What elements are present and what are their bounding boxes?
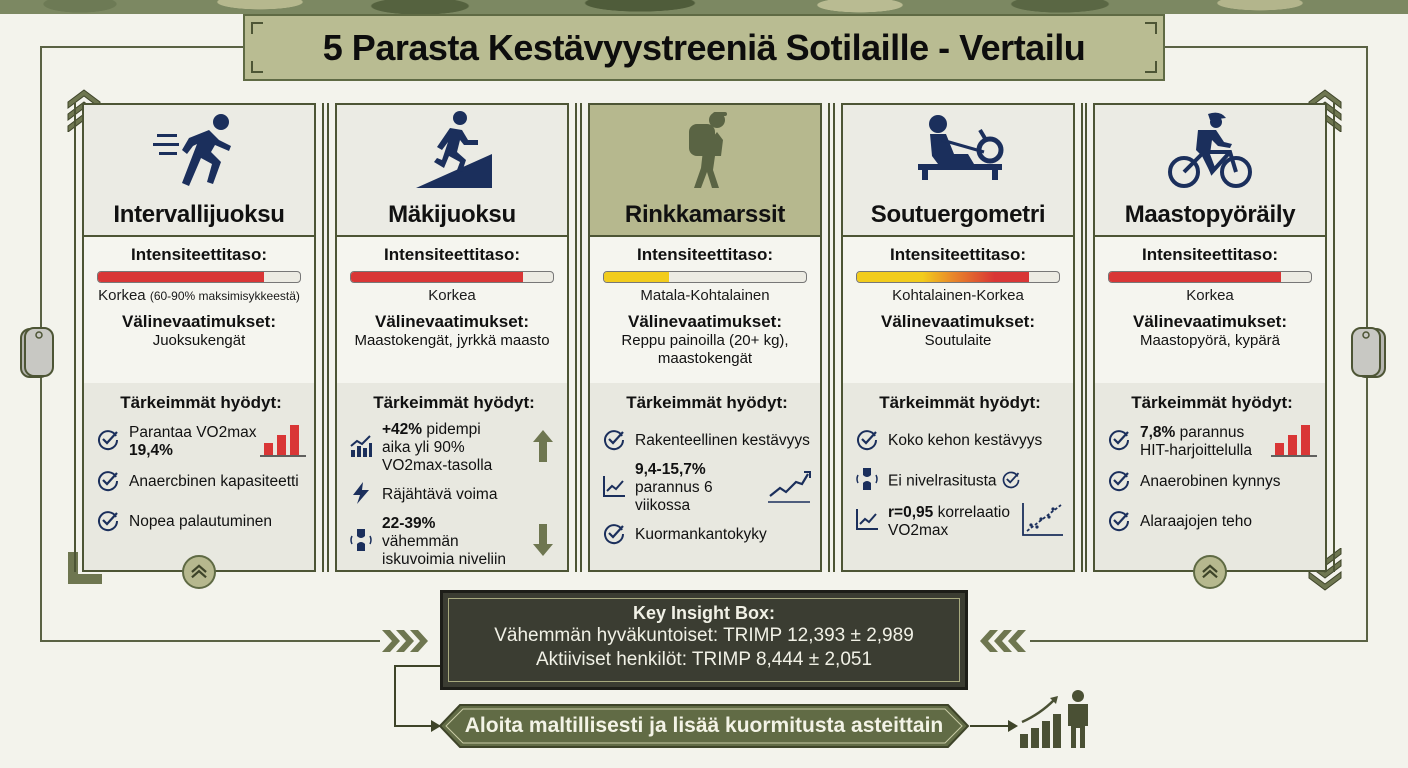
frame-line-bottom-left xyxy=(40,640,380,642)
equipment-value: Maastopyörä, kypärä xyxy=(1139,332,1281,349)
benefit-highlight: 7,8% xyxy=(1140,423,1176,441)
arrow-right-icon xyxy=(970,716,1020,736)
card-details xyxy=(1095,237,1325,383)
training-card-3 xyxy=(588,103,822,572)
benefit-item xyxy=(96,421,306,462)
benefit-highlight: 9,4-15,7% xyxy=(635,461,706,478)
benefits-section xyxy=(1095,383,1325,570)
equipment-label: Välinevaatimukset: xyxy=(627,312,782,331)
chevron-up-circle-icon[interactable] xyxy=(182,555,216,589)
intensity-bar xyxy=(1108,271,1312,283)
card-header xyxy=(1095,105,1325,237)
benefit-text: Kuormankantokyky xyxy=(635,526,767,543)
training-card-4 xyxy=(841,103,1075,572)
benefit-item xyxy=(1107,502,1317,542)
joint-icon xyxy=(349,528,382,557)
benefit-text: pidempi aika yli 90% VO2max-tasolla xyxy=(382,421,493,474)
insight-line-1: Vähemmän hyväkuntoiset: TRIMP 12,393 ± 2,989 xyxy=(494,625,914,646)
hiker-backpack-icon xyxy=(655,110,755,201)
benefits-section xyxy=(843,383,1073,570)
benefit-item xyxy=(1107,421,1317,462)
cyclist-icon xyxy=(1160,110,1260,201)
training-card-5 xyxy=(1093,103,1327,572)
check-circle-icon xyxy=(1107,427,1140,456)
page-title: 5 Parasta Kestävyystreeniä Sotilaille - Vertailu xyxy=(322,26,1086,68)
trend-up-icon xyxy=(766,468,812,509)
intensity-bar xyxy=(350,271,554,283)
benefit-text: parannus 6 viikossa xyxy=(635,479,713,514)
intensity-value: Korkea xyxy=(1186,287,1234,304)
line-chart-icon xyxy=(602,474,635,503)
triple-chevron-left-icon xyxy=(980,628,1026,654)
equipment-value: Reppu painoilla (20+ kg), maastokengät xyxy=(621,332,789,367)
benefit-item xyxy=(349,475,559,515)
equipment-value: Maastokengät, jyrkkä maasto xyxy=(354,332,550,349)
card-details xyxy=(843,237,1073,383)
benefit-text: Anaercbinen kapasiteetti xyxy=(129,473,299,490)
intensity-value: Korkea xyxy=(98,287,146,304)
check-circle-icon xyxy=(1107,508,1140,537)
scatter-plot-icon xyxy=(1019,501,1065,542)
intensity-value: Matala-Kohtalainen xyxy=(640,287,770,304)
intensity-value: Kohtalainen-Korkea xyxy=(892,287,1024,304)
equipment-label: Välinevaatimukset: xyxy=(1132,312,1287,331)
training-card-1 xyxy=(82,103,316,572)
connector-arrow xyxy=(385,664,445,734)
frame-line-bottom-right xyxy=(1030,640,1368,642)
line-chart-icon xyxy=(855,507,888,536)
benefits-label: Tärkeimmät hyödyt: xyxy=(120,393,282,412)
benefit-text: Anaerobinen kynnys xyxy=(1140,473,1281,490)
card-title: Rinkkamarssit xyxy=(624,201,786,228)
dog-tag-icon xyxy=(18,326,58,382)
benefit-item xyxy=(602,515,812,555)
benefit-text: Parantaa VO2max xyxy=(129,423,257,441)
cta-banner[interactable] xyxy=(438,703,970,749)
arrow-up-icon xyxy=(513,428,559,469)
benefit-item xyxy=(855,421,1065,461)
benefits-label: Tärkeimmät hyödyt: xyxy=(373,393,535,412)
intensity-note: (60-90% maksimisykkeestä) xyxy=(149,289,300,303)
card-details xyxy=(84,237,314,383)
equipment-label: Välinevaatimukset: xyxy=(880,312,1035,331)
equipment-value: Soutulaite xyxy=(924,332,992,349)
bar-chart-icon xyxy=(260,421,306,462)
benefit-item xyxy=(855,501,1065,542)
frame-line-top-right xyxy=(1165,46,1368,48)
card-header xyxy=(843,105,1073,237)
check-circle-icon xyxy=(96,468,129,497)
card-details xyxy=(590,237,820,383)
equipment-label: Välinevaatimukset: xyxy=(121,312,276,331)
arrow-down-icon xyxy=(513,522,559,563)
benefit-item xyxy=(96,502,306,542)
card-header xyxy=(84,105,314,237)
card-title: Soutuergometri xyxy=(870,201,1046,228)
benefit-text: korrelaatio VO2max xyxy=(888,503,1010,539)
card-details xyxy=(337,237,567,383)
equipment-label: Välinevaatimukset: xyxy=(374,312,529,331)
joint-icon xyxy=(855,467,888,496)
intensity-label: Intensiteettitaso: xyxy=(889,245,1027,264)
key-insight-box xyxy=(440,590,968,690)
benefit-item xyxy=(602,421,812,461)
card-title: Maastopyöräily xyxy=(1124,201,1296,228)
intensity-label: Intensiteettitaso: xyxy=(383,245,521,264)
benefit-text: Koko kehon kestävyys xyxy=(888,432,1043,449)
sprinting-runner-icon xyxy=(149,110,249,201)
benefits-label: Tärkeimmät hyödyt: xyxy=(879,393,1041,412)
benefit-item xyxy=(1107,462,1317,502)
triple-chevron-right-icon xyxy=(382,628,428,654)
check-circle-icon xyxy=(96,427,129,456)
bar-chart-icon xyxy=(1271,421,1317,462)
benefits-section xyxy=(84,383,314,570)
progress-person-icon xyxy=(1018,690,1094,750)
check-circle-icon xyxy=(1001,469,1021,494)
check-circle-icon xyxy=(1107,468,1140,497)
check-circle-icon xyxy=(855,427,888,456)
check-circle-icon xyxy=(602,521,635,550)
benefit-item xyxy=(602,461,812,515)
benefit-text: Räjähtävä voima xyxy=(382,486,498,503)
title-banner xyxy=(243,14,1165,81)
cta-text: Aloita maltillisesti ja lisää kuormitusta asteittain xyxy=(464,714,944,737)
benefit-text: Ei nivelrasitusta xyxy=(888,472,997,490)
benefits-label: Tärkeimmät hyödyt: xyxy=(626,393,788,412)
growth-chart-icon xyxy=(349,434,382,463)
benefit-highlight: r=0,95 xyxy=(888,503,934,521)
uphill-runner-icon xyxy=(402,110,502,201)
benefit-text: parannus HIT-harjoittelulla xyxy=(1140,423,1252,459)
camo-banner xyxy=(0,0,1408,14)
intensity-label: Intensiteettitaso: xyxy=(1141,245,1279,264)
benefit-text: Nopea palautuminen xyxy=(129,513,273,530)
card-title: Mäkijuoksu xyxy=(388,201,516,228)
lightning-icon xyxy=(349,481,382,510)
equipment-value: Juoksukengät xyxy=(152,332,246,349)
card-title: Intervallijuoksu xyxy=(113,201,285,228)
intensity-bar xyxy=(97,271,301,283)
benefit-item xyxy=(96,462,306,502)
card-header xyxy=(337,105,567,237)
benefit-highlight: 22-39% xyxy=(382,515,436,532)
card-header xyxy=(590,105,820,237)
dog-tag-icon xyxy=(1350,326,1390,382)
benefits-section xyxy=(337,383,567,570)
benefit-item xyxy=(349,515,559,569)
chevron-up-circle-icon[interactable] xyxy=(1193,555,1227,589)
training-card-2 xyxy=(335,103,569,572)
benefit-item xyxy=(349,421,559,475)
benefit-text: Rakenteellinen kestävyys xyxy=(635,432,810,449)
insight-line-2: Aktiiviset henkilöt: TRIMP 8,444 ± 2,051 xyxy=(535,649,873,670)
benefit-item xyxy=(855,461,1065,501)
frame-line-top-left xyxy=(40,46,243,48)
benefit-highlight: +42% xyxy=(382,421,423,438)
intensity-label: Intensiteettitaso: xyxy=(130,245,268,264)
check-circle-icon xyxy=(96,508,129,537)
intensity-value: Korkea xyxy=(428,287,476,304)
benefit-highlight: 19,4% xyxy=(129,441,173,459)
insight-title: Key Insight Box: xyxy=(632,603,775,623)
rowing-machine-icon xyxy=(908,110,1008,201)
intensity-bar xyxy=(603,271,807,283)
benefits-section xyxy=(590,383,820,570)
intensity-label: Intensiteettitaso: xyxy=(636,245,774,264)
intensity-bar xyxy=(856,271,1060,283)
check-circle-icon xyxy=(602,427,635,456)
benefits-label: Tärkeimmät hyödyt: xyxy=(1131,393,1293,412)
benefit-text: vähemmän iskuvoimia niveliin xyxy=(382,533,507,568)
benefit-text: Alaraajojen teho xyxy=(1140,513,1253,530)
